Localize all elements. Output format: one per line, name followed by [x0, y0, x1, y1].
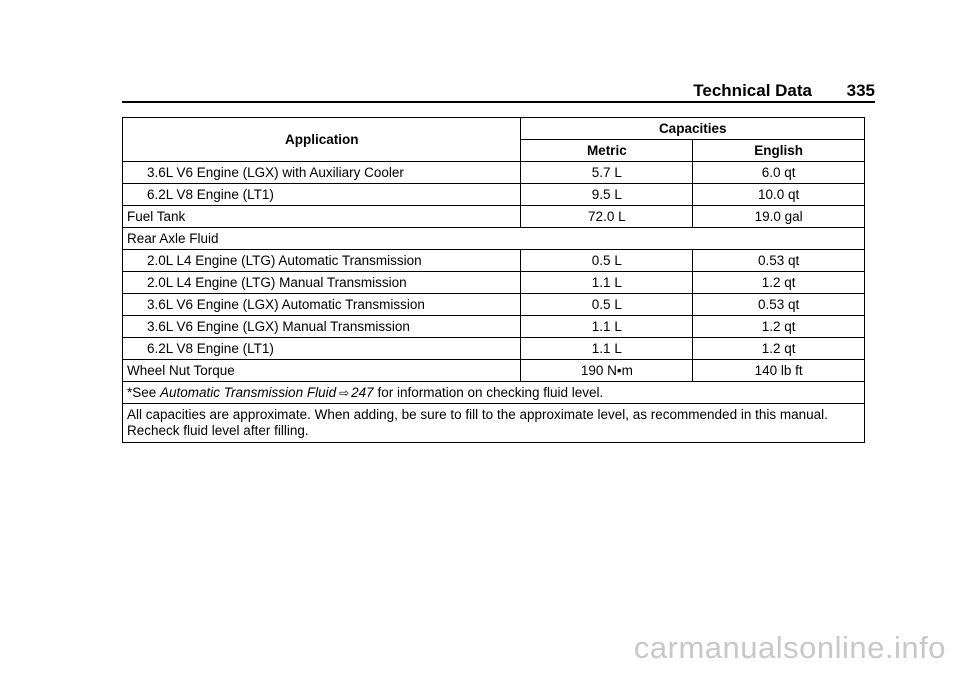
- footnote-row: [123, 382, 865, 404]
- metric-value: 0.5 L: [521, 250, 693, 272]
- metric-value: 1.1 L: [521, 338, 693, 360]
- footnote-suffix: for information on checking fluid level.: [373, 384, 604, 400]
- page-reference-arrow-icon: ⇨: [339, 385, 350, 400]
- row-label: Wheel Nut Torque: [123, 360, 521, 382]
- table-row: [123, 360, 865, 382]
- row-label: 6.2L V8 Engine (LT1): [123, 184, 521, 206]
- capacities-header: Capacities: [521, 118, 865, 140]
- table-row: [123, 294, 865, 316]
- english-value: 6.0 qt: [693, 162, 865, 184]
- table-row: [123, 250, 865, 272]
- english-value: 0.53 qt: [693, 250, 865, 272]
- table-row-section: [123, 228, 865, 250]
- capacities-note: All capacities are approximate. When adding, be sure to fill to the approximate level, as recommended in this manual. Recheck fluid level after filling.: [123, 404, 865, 443]
- row-label: Fuel Tank: [123, 206, 521, 228]
- table-header-row: [123, 118, 865, 140]
- note-row: [123, 404, 865, 443]
- page-reference[interactable]: 247: [351, 384, 374, 400]
- english-value: 1.2 qt: [693, 338, 865, 360]
- english-value: 19.0 gal: [693, 206, 865, 228]
- footnote: [123, 382, 865, 404]
- english-value: 140 lb ft: [693, 360, 865, 382]
- english-value: 1.2 qt: [693, 272, 865, 294]
- row-label: 3.6L V6 Engine (LGX) Automatic Transmission: [123, 294, 521, 316]
- header-divider: [122, 101, 875, 103]
- metric-value: 0.5 L: [521, 294, 693, 316]
- page-number: 335: [846, 81, 875, 100]
- table-row: [123, 206, 865, 228]
- metric-value: 1.1 L: [521, 272, 693, 294]
- watermark: carmanualsonline.info: [633, 630, 946, 665]
- metric-value: 72.0 L: [521, 206, 693, 228]
- row-label: 2.0L L4 Engine (LTG) Manual Transmission: [123, 272, 521, 294]
- metric-header: Metric: [521, 140, 693, 162]
- table-row: [123, 338, 865, 360]
- section-label: Rear Axle Fluid: [123, 228, 865, 250]
- footnote-prefix: *See: [127, 384, 161, 400]
- english-header: English: [693, 140, 865, 162]
- application-header: Application: [123, 118, 521, 162]
- row-label: 3.6L V6 Engine (LGX) Manual Transmission: [123, 316, 521, 338]
- section-title: Technical Data: [693, 81, 812, 100]
- english-value: 0.53 qt: [693, 294, 865, 316]
- row-label: 2.0L L4 Engine (LTG) Automatic Transmission: [123, 250, 521, 272]
- metric-value: 190 N•m: [521, 360, 693, 382]
- table-row: [123, 272, 865, 294]
- english-value: 10.0 qt: [693, 184, 865, 206]
- english-value: 1.2 qt: [693, 316, 865, 338]
- row-label: 6.2L V8 Engine (LT1): [123, 338, 521, 360]
- capacities-table: [122, 117, 865, 443]
- cross-reference-link[interactable]: Automatic Transmission Fluid: [160, 384, 337, 400]
- metric-value: 9.5 L: [521, 184, 693, 206]
- metric-value: 5.7 L: [521, 162, 693, 184]
- table-row: [123, 162, 865, 184]
- table-row: [123, 184, 865, 206]
- metric-value: 1.1 L: [521, 316, 693, 338]
- table-row: [123, 316, 865, 338]
- row-label: 3.6L V6 Engine (LGX) with Auxiliary Cooler: [123, 162, 521, 184]
- page-header: [0, 80, 875, 102]
